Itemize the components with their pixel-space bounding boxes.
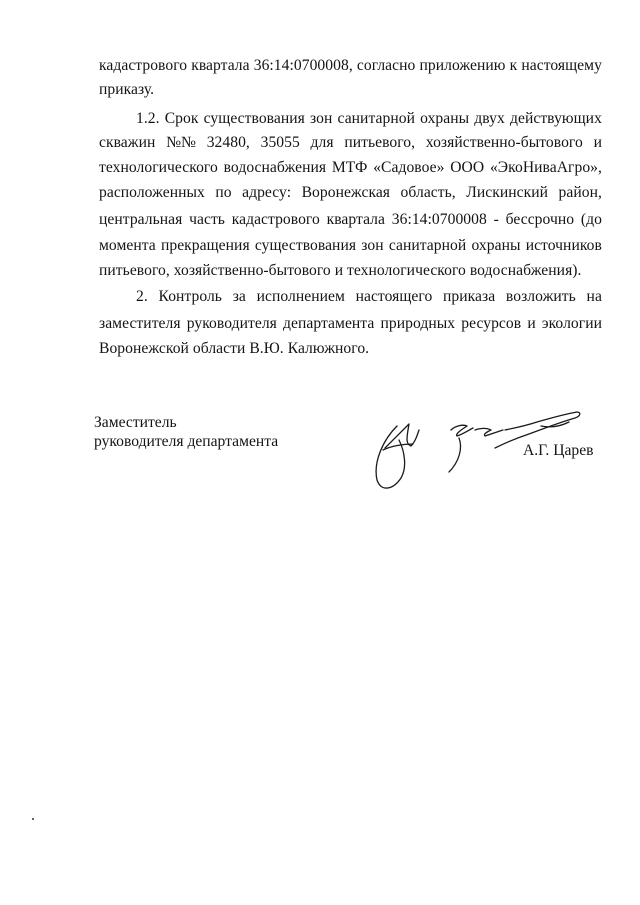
word: скважин	[99, 134, 156, 151]
word: центральная	[99, 211, 183, 228]
word: Контроль	[158, 288, 222, 305]
word: №№	[166, 134, 196, 151]
signatory-position	[94, 413, 278, 451]
word: существования	[254, 237, 357, 254]
word: санитарной	[388, 237, 467, 254]
word: -	[493, 211, 499, 228]
word: кадастрового	[231, 211, 320, 228]
word: адресу:	[242, 184, 292, 201]
paragraph-1-line-2: приказу.	[99, 81, 155, 98]
word: санитарной	[337, 110, 415, 127]
signatory-position-line-1: Заместитель	[94, 414, 177, 431]
word: прекращения	[160, 237, 250, 254]
word: двух	[474, 110, 505, 127]
word: область,	[400, 184, 456, 201]
word: охраны	[471, 237, 521, 254]
word: часть	[189, 211, 225, 228]
signatory-name: А.Г. Царев	[523, 442, 594, 459]
word: по	[215, 184, 232, 201]
word: экологии	[541, 315, 602, 332]
word: квартала	[191, 57, 250, 74]
word: «ЭкоНиваАгро»,	[489, 159, 602, 176]
word: технологического	[99, 159, 218, 176]
word: 36:14:0700008	[391, 211, 487, 228]
word: (до	[580, 211, 602, 228]
word: для	[310, 134, 334, 151]
word: момента	[99, 237, 156, 254]
word: питьевого,	[344, 134, 416, 151]
word: Срок	[164, 110, 199, 127]
word: источников	[525, 237, 602, 254]
paragraph-2-line-7: питьевого, хозяйственно-бытового и технологического водоснабжения).	[99, 262, 582, 279]
word: 36:14:0700008,	[253, 57, 353, 74]
word: охраны	[420, 110, 470, 127]
paragraph-1-line-1	[99, 58, 602, 74]
word: водоснабжения	[223, 159, 327, 176]
word: бессрочно	[505, 211, 575, 228]
word: 2.	[136, 288, 148, 305]
word: 32480,	[206, 134, 250, 151]
word: Лискинский	[466, 184, 549, 201]
word: на	[586, 288, 602, 305]
word: приказа	[443, 288, 496, 305]
word: кадастрового	[99, 57, 188, 74]
word: и	[593, 134, 602, 151]
word: руководителя	[186, 315, 277, 332]
paragraph-3-line-2	[99, 316, 602, 332]
word: заместителя	[99, 315, 181, 332]
word: 1.2.	[136, 110, 160, 127]
word: исполнением	[256, 288, 345, 305]
word: существования	[203, 110, 305, 127]
word: и	[527, 315, 536, 332]
scan-speck	[32, 818, 34, 820]
paragraph-2-line-5	[99, 212, 602, 228]
word: приложению	[419, 57, 506, 74]
paragraph-2-line-4	[99, 185, 602, 201]
word: расположенных	[99, 184, 205, 201]
word: район,	[558, 184, 602, 201]
word: Воронежская	[301, 184, 391, 201]
paragraph-2-line-2	[99, 135, 602, 151]
signatory-position-line-2: руководителя департамента	[94, 433, 279, 450]
word: департамента	[283, 315, 375, 332]
word: «Садовое»	[373, 159, 445, 176]
word: МТФ	[331, 159, 368, 176]
word: ресурсов	[461, 315, 522, 332]
word: настоящего	[355, 288, 433, 305]
word: настоящему	[521, 57, 602, 74]
paragraph-3-line-3: Воронежской области В.Ю. Калюжного.	[99, 340, 370, 357]
word: зон	[310, 110, 333, 127]
word: согласно	[356, 57, 416, 74]
word: зон	[361, 237, 384, 254]
paragraph-2-line-1	[136, 111, 602, 127]
word: хозяйственно-бытового	[425, 134, 583, 151]
word: 35055	[260, 134, 300, 151]
paragraph-2-line-3	[99, 160, 602, 176]
word: за	[232, 288, 246, 305]
word: квартала	[326, 211, 385, 228]
word: возложить	[505, 288, 576, 305]
word: действующих	[510, 110, 602, 127]
word: природных	[380, 315, 456, 332]
word: ООО	[450, 159, 485, 176]
paragraph-3-line-1	[136, 289, 602, 305]
word: к	[509, 57, 518, 74]
paragraph-2-line-6	[99, 238, 602, 254]
